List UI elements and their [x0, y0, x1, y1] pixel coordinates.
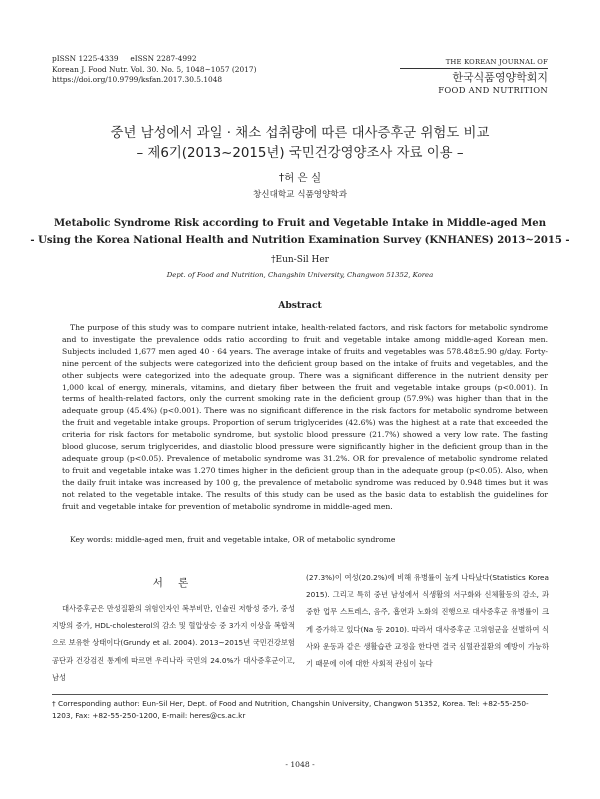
introduction-right-column: (27.3%)이 여성(20.2%)에 비해 유병률이 높게 나타났다(Statistics Korea 2015). 그리고 특히 중년 남성에서 식생활의 서구화와 신체활동의 감소, 과중한 업무 스트레스, 음주, 흡연과 노화의 진행으로 대사증후군 유병률이 크게 증가하고 있다(Na 등 2010). 따라서 대사증후군 고위험군을 선별하여 식사와 운동과 같은 생활습관 교정을 한다면 결국 심혈관질환의 예방이 가능하기 때문에 이에 대한 사회적 관심이 높다 [306, 573, 549, 669]
english-title-line1: Metabolic Syndrome Risk according to Fruit and Vegetable Intake in Middle-aged Men [53, 218, 547, 229]
english-author: †Eun-Sil Her [271, 255, 329, 265]
korean-author: †허 은 실 [278, 172, 322, 184]
english-title-line2: - Using the Korea National Health and Nutrition Examination Survey (KNHANES) 2013~2015 - [30, 235, 570, 246]
keywords: Key words: middle-aged men, fruit and vegetable intake, OR of metabolic syndrome [70, 535, 396, 544]
korean-affiliation: 창신대학교 식품영양학과 [252, 190, 348, 200]
citation-line: Korean J. Food Nutr. Vol. 30. No. 5, 1048~1057 (2017) [52, 64, 257, 74]
corresponding-author-footnote: † Corresponding author: Eun-Sil Her, Dept. of Food and Nutrition, Changshin University, Changwon 51352, Korea. Tel: +82-55-250-1203, Fax: +82-55-250-1200, E-mail: heres@cs.ac.kr [52, 699, 529, 721]
issn-line: pISSN 1225-4339 eISSN 2287-4992 [52, 54, 197, 63]
korean-title-line1: 중년 남성에서 과일 · 채소 섭취량에 따른 대사증후군 위험도 비교 [110, 126, 490, 141]
journal-name-ko: 한국식품영양학회지 [452, 71, 548, 84]
journal-name-en-bottom: FOOD AND NUTRITION [438, 85, 548, 95]
abstract-heading: Abstract [278, 300, 322, 311]
page-number: - 1048 - [285, 760, 315, 769]
abstract-body: The purpose of this study was to compare nutrient intake, health-related factors, and risk factors for metabolic syndrome and to investigate the prevalence odds ratio according to fruit and vegetable intake among middle-aged Korean men. Subjects included 1,677 men aged 40 · 64 years. The average intake of fruits and vegetables was 578.48±5.90 g/day. Forty-nine percent of the subjects were categorized into the deficient group based on the intake of fruits and vegetables, and the other subjects were categorized into the adequate group. There was a significant difference in the nutrient density per 1,000 kcal of energy, minerals, vitamins, and dietary fiber between the fruit and vegetable intake groups (p<0.001). In terms of health-related factors, only the current smoking rate in the deficient group (57.9%) was higher than that in the adequate group (45.4%) (p<0.001). There was no significant difference in the risk factors for metabolic syndrome between the fruit and vegetable intake groups. Proportion of serum triglycerides (42.6%) was the highest at a rate that exceeded the criteria for risk factors for metabolic syndrome, but systolic blood pressure (21.7%) showed a very low rate. The fasting blood glucose, serum triglycerides, and diastolic blood pressure were significantly higher in the deficient group than in the adequate group (p<0.05). Prevalence of metabolic syndrome was 31.2%. OR for prevalence of metabolic syndrome related to fruit and vegetable intake was 1.270 times higher in the deficient group than in the adequate group (p<0.05). Also, when the daily fruit intake was increased by 100 g, the prevalence of metabolic syndrome was reduced by 0.948 times but it was not related to the vegetable intake. The results of this study can be used as the basic data to establish the guidelines for fruit and vegetable intake for prevention of metabolic syndrome in middle-aged men. [62, 323, 548, 511]
article-meta [52, 54, 257, 86]
journal-logo [400, 58, 548, 95]
doi-link[interactable]: https://doi.org/10.9799/ksfan.2017.30.5.1048 [52, 75, 223, 85]
journal-name-en-top: THE KOREAN JOURNAL OF [400, 58, 548, 69]
footnote-divider [52, 694, 548, 695]
korean-title-line2: – 제6기(2013~2015년) 국민건강영양조사 자료 이용 – [136, 146, 464, 161]
english-affiliation: Dept. of Food and Nutrition, Changshin University, Changwon 51352, Korea [166, 271, 434, 279]
introduction-heading: 서 론 [152, 577, 195, 589]
introduction-left-column: 대사증후군은 만성질환의 위험인자인 복부비만, 인슐린 저항성 증가, 중성지방의 증가, HDL-cholesterol의 감소 및 혈압상승 중 3가지 이상을 복합적으로 보유한 상태이다(Grundy et al. 2004). 2013~2015년 국민건강보험공단과 건강검진 통계에 따르면 우리나라 국민의 24.0%가 대사증후군이고, 남성 [52, 604, 295, 682]
